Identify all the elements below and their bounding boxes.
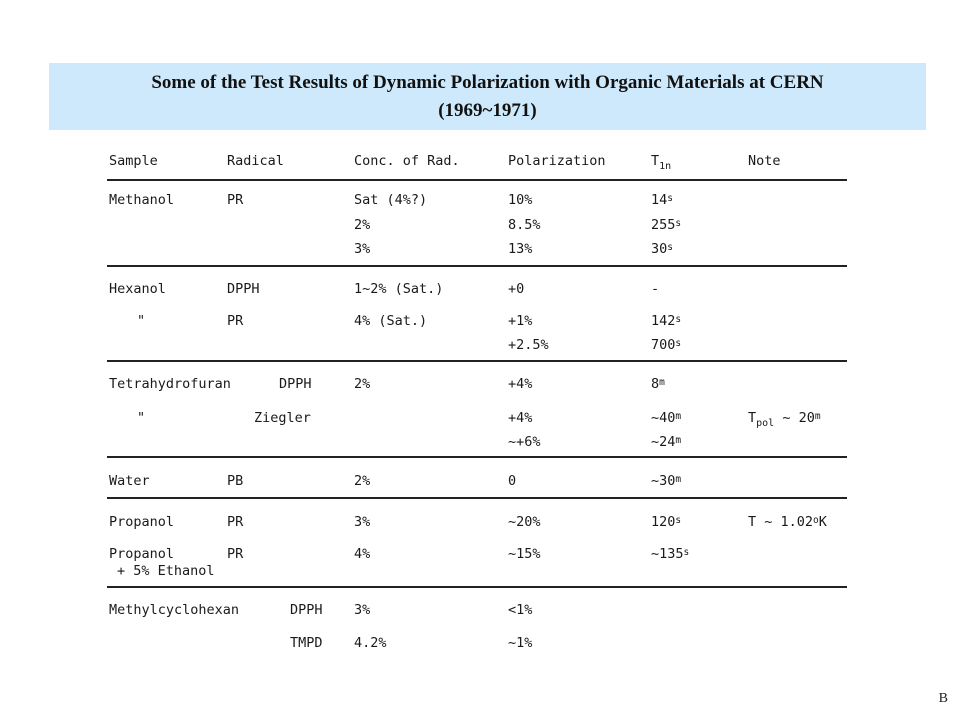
pol-cell: ~20%	[508, 514, 541, 530]
conc-cell: 3%	[354, 514, 371, 530]
header-radical: Radical	[227, 153, 284, 169]
sample-cell: Propanol	[109, 546, 175, 562]
results-table	[107, 145, 849, 660]
t1n-cell: ~30$^m$	[651, 473, 682, 489]
sample-cell: Water	[109, 473, 150, 489]
pol-cell: <1%	[508, 602, 533, 618]
radical-cell: DPPH	[227, 281, 260, 297]
header-sample: Sample	[109, 153, 158, 169]
radical-cell: PR	[227, 546, 244, 562]
pol-cell: ~1%	[508, 635, 533, 651]
sample-cell: Tetrahydrofuran	[109, 376, 231, 392]
group-rule	[107, 265, 847, 267]
sample-cell: Methylcyclohexan	[109, 602, 240, 618]
conc-cell: 2%	[354, 473, 371, 489]
conc-cell: 4% (Sat.)	[354, 313, 428, 329]
pol-cell: 13%	[508, 241, 533, 257]
group-rule	[107, 586, 847, 588]
ditto-mark: "	[137, 313, 146, 329]
pol-cell: +4%	[508, 410, 533, 426]
note-tpol: $T_{pol}$ ~ 20$^m$	[748, 410, 821, 429]
t1n-cell: 14$^s$	[651, 192, 673, 208]
pol-cell: +1%	[508, 313, 533, 329]
conc-cell: 2%	[354, 217, 371, 233]
conc-cell: 4.2%	[354, 635, 387, 651]
t1n-cell: 142$^s$	[651, 313, 682, 329]
group-rule	[107, 456, 847, 458]
sample-cell: Propanol	[109, 514, 175, 530]
radical-cell: PR	[227, 192, 244, 208]
title-line-1: Some of the Test Results of Dynamic Polarization with Organic Materials at CERN	[151, 71, 824, 93]
conc-cell: 3%	[354, 602, 371, 618]
conc-cell: 3%	[354, 241, 371, 257]
title-banner	[49, 63, 926, 130]
radical-cell: PR	[227, 514, 244, 530]
pol-cell: +2.5%	[508, 337, 549, 353]
header-t1n: $T_{1n}$	[651, 153, 672, 172]
pol-cell: 0	[508, 473, 517, 489]
radical-cell: DPPH	[279, 376, 312, 392]
pol-cell: 10%	[508, 192, 533, 208]
t1n-cell: 30$^s$	[651, 241, 673, 257]
t1n-cell: 255$^s$	[651, 217, 682, 233]
conc-cell: 1~2% (Sat.)	[354, 281, 444, 297]
header-rule	[107, 179, 847, 181]
t1n-cell: ~135$^s$	[651, 546, 690, 562]
sample-cell: Methanol	[109, 192, 175, 208]
conc-cell: 4%	[354, 546, 371, 562]
pol-cell: ~+6%	[508, 434, 541, 450]
t1n-cell: 120$^s$	[651, 514, 682, 530]
note-temperature: T ~ 1.02$^o$K	[748, 514, 827, 530]
title-line-2: (1969~1971)	[438, 99, 537, 121]
radical-cell: Ziegler	[254, 410, 311, 426]
t1n-cell: 8$^m$	[651, 376, 665, 392]
pol-cell: ~15%	[508, 546, 541, 562]
radical-cell: TMPD	[290, 635, 323, 651]
t1n-cell: ~40$^m$	[651, 410, 682, 426]
t1n-cell: 700$^s$	[651, 337, 682, 353]
group-rule	[107, 497, 847, 499]
ditto-mark: "	[137, 410, 146, 426]
t1n-cell: -	[651, 281, 660, 297]
pol-cell: +4%	[508, 376, 533, 392]
conc-cell: Sat (4%?)	[354, 192, 428, 208]
sample-cell-continued: + 5% Ethanol	[117, 563, 215, 579]
pol-cell: +0	[508, 281, 525, 297]
group-rule	[107, 360, 847, 362]
pol-cell: 8.5%	[508, 217, 541, 233]
radical-cell: DPPH	[290, 602, 323, 618]
header-polarization: Polarization	[508, 153, 606, 169]
radical-cell: PB	[227, 473, 244, 489]
corner-label: B	[938, 691, 948, 706]
conc-cell: 2%	[354, 376, 371, 392]
sample-cell: Hexanol	[109, 281, 166, 297]
header-conc: Conc. of Rad.	[354, 153, 460, 169]
t1n-cell: ~24$^m$	[651, 434, 682, 450]
radical-cell: PR	[227, 313, 244, 329]
header-note: Note	[748, 153, 781, 169]
